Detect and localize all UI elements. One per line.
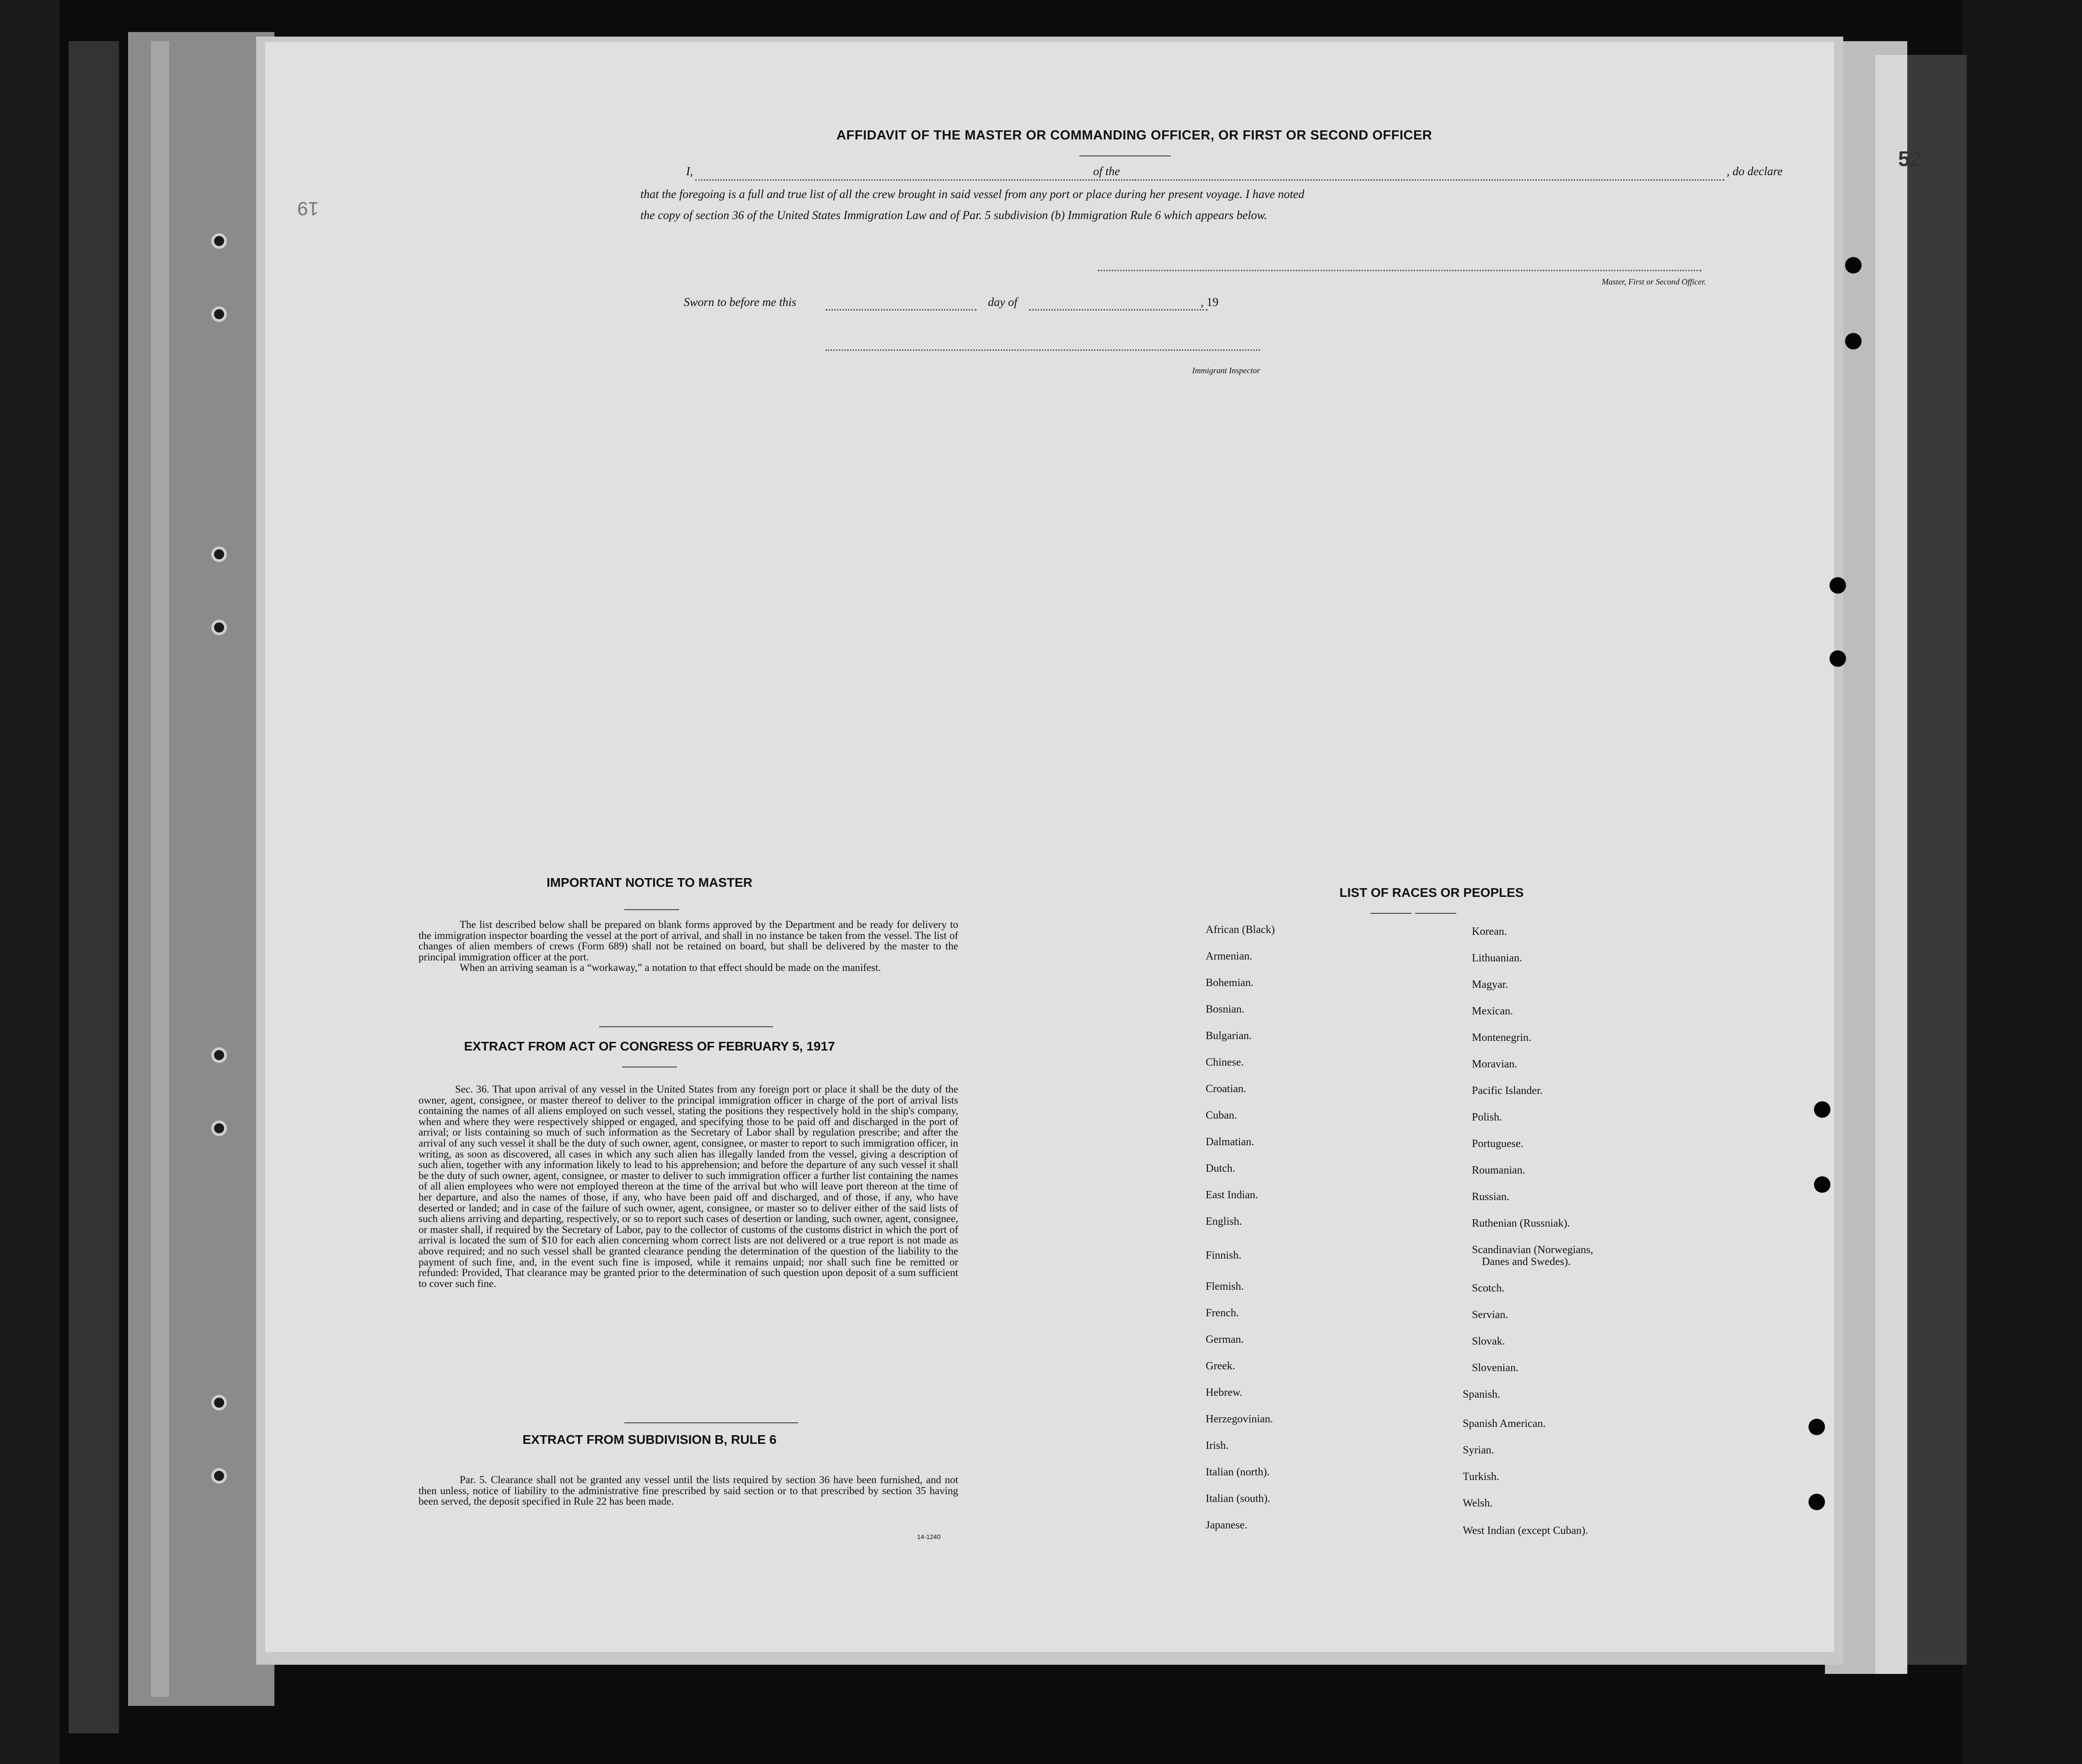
inspector-caption: Immigrant Inspector <box>1192 366 1260 375</box>
race-item: Welsh. <box>1463 1497 1493 1509</box>
affidavit-line-3: the copy of section 36 of the United States Immigration Law and of Par. 5 subdivision (b) Immigration Rule 6 which appears below. <box>640 209 1267 222</box>
affidavit-line-2: that the foregoing is a full and true list of all the crew brought in said vessel from any port or place during her present voyage. I have noted <box>640 188 1304 201</box>
race-item: African (Black) <box>1206 924 1275 936</box>
underlying-page-left <box>128 32 274 1706</box>
race-item: East Indian. <box>1206 1189 1258 1201</box>
sworn-day-field[interactable] <box>826 309 977 311</box>
punch-hole-icon <box>211 1121 227 1136</box>
rule-extract-text: Par. 5. Clearance shall not be granted any vessel until the lists required by section 36 have been furnished, and not then unless, notice of liability to the administrative fine prescribed by said section or to that prescribed by section 35 having been served, the deposit specified in Rule 22 has been made. <box>419 1474 958 1507</box>
margin-page-number: 19 <box>297 198 319 220</box>
binder-hole-icon <box>1845 333 1862 349</box>
race-item: Flemish. <box>1206 1281 1244 1292</box>
race-item: Spanish American. <box>1463 1418 1546 1430</box>
underlying-page-edge <box>151 41 169 1697</box>
race-item: Magyar. <box>1472 979 1508 991</box>
inspector-signature-field[interactable] <box>826 349 1260 351</box>
race-item: Bosnian. <box>1206 1003 1245 1015</box>
binder-right-strip <box>1903 55 1967 1665</box>
race-item: Korean. <box>1472 926 1507 938</box>
race-item: Greek. <box>1206 1360 1235 1372</box>
binder-hole-icon <box>1814 1101 1830 1118</box>
race-item: Japanese. <box>1206 1519 1248 1531</box>
punch-hole-icon <box>211 547 227 562</box>
race-item: Polish. <box>1472 1111 1502 1123</box>
race-item: English. <box>1206 1216 1242 1228</box>
affidavit-title: AFFIDAVIT OF THE MASTER OR COMMANDING OFFICER, OR FIRST OR SECOND OFFICER <box>836 128 1433 143</box>
sworn-prefix: Sworn to before me this <box>684 295 797 309</box>
race-item: Lithuanian. <box>1472 952 1522 964</box>
form-number: 14-1240 <box>917 1533 941 1540</box>
race-item: Croatian. <box>1206 1083 1246 1095</box>
race-item: Chinese. <box>1206 1056 1244 1068</box>
notice-title: IMPORTANT NOTICE TO MASTER <box>546 875 753 890</box>
sworn-day-label: day of <box>988 295 1018 309</box>
race-item: Bulgarian. <box>1206 1030 1252 1042</box>
race-item: Dutch. <box>1206 1163 1235 1174</box>
race-item: Herzegovinian. <box>1206 1413 1273 1425</box>
race-item: Slovenian. <box>1472 1362 1519 1374</box>
race-item: Spanish. <box>1463 1389 1501 1400</box>
corner-page-number: 52 <box>1898 147 1922 171</box>
sworn-month-field[interactable] <box>1029 309 1207 311</box>
race-item: Roumanian. <box>1472 1164 1525 1176</box>
act-extract-title: EXTRACT FROM ACT OF CONGRESS OF FEBRUARY 5, 1917 <box>464 1039 835 1053</box>
race-item: Armenian. <box>1206 950 1252 962</box>
manifest-back-page <box>265 42 1834 1652</box>
underlying-page-right-edge <box>1875 55 1907 1674</box>
race-item: Scotch. <box>1472 1282 1505 1294</box>
sworn-year: , 19 <box>1201 295 1218 309</box>
notice-rule <box>624 909 679 910</box>
affidavit-i: I, <box>686 165 693 178</box>
section-divider <box>624 1422 798 1423</box>
notice-paragraph-2: When an arriving seaman is a “workaway,” a notation to that effect should be made on the manifest. <box>460 962 881 974</box>
race-item: West Indian (except Cuban). <box>1463 1525 1588 1537</box>
race-item: Russian. <box>1472 1191 1510 1203</box>
binder-hole-icon <box>1808 1419 1825 1435</box>
punch-hole-icon <box>211 233 227 249</box>
binder-hole-icon <box>1830 577 1846 594</box>
race-item: Syrian. <box>1463 1444 1494 1456</box>
punch-hole-icon <box>211 1468 227 1484</box>
section-divider <box>599 1026 773 1027</box>
race-item: French. <box>1206 1307 1239 1319</box>
affidavit-declare: , do declare <box>1727 165 1783 178</box>
binder-right-edge <box>1962 0 2082 1764</box>
binder-left-strip <box>69 41 119 1733</box>
notice-paragraph-1: The list described below shall be prepared on blank forms approved by the Department and be ready for delivery to the immigration inspector boarding the vessel at the port of arrival, and shall in no instance be taken from the vessel. The list of changes of alien members of crews (Form 689) shall not be retained on board, but shall be delivered by the master to the principal immigration officer at the port. <box>419 919 958 963</box>
race-item: Dalmatian. <box>1206 1136 1254 1148</box>
race-item: German. <box>1206 1334 1244 1346</box>
races-title: LIST OF RACES OR PEOPLES <box>1339 885 1524 900</box>
act-extract-text: Sec. 36. That upon arrival of any vessel in the United States from any foreign port or place it shall be the duty of the owner, agent, consignee, or master thereof to deliver to the principal immigration officer in charge of the port of arrival lists containing the names of all aliens employed on such vessel, stating the positions they respectively hold in the ship's company, when and where they were respectively shipped or engaged, and specifying those to be paid off and discharged in the port of arrival; or lists containing so much of such information as the Secretary of Labor shall by regulation prescribe; and after the arrival of any such vessel it shall be the duty of such owner, agent, consignee, or master to report to such immigration officer, in writing, as soon as discovered, all cases in which any such alien has illegally landed from the vessel, giving a description of such alien, together with any information likely to lead to his apprehension; and before the departure of any such vessel it shall be the duty of such owner, agent, consignee, or master to deliver to such immigration officer a further list containing the names of all alien employees who were not employed thereon at the time of the arrival but who will leave port thereon at the time of her departure, and also the names of those, if any, who have been paid off and discharged, and of those, if any, who have deserted or landed; and in case of the failure of such owner, agent, consignee, or master so to deliver either of the said lists of such aliens arriving and departing, respectively, or so to report such cases of desertion or landing, such owner, agent, consignee, or master shall, if required by the Secretary of Labor, pay to the collector of customs of the customs district in which the port of arrival is located the sum of $10 for each alien concerning whom correct lists are not delivered or a true report is not made as above required; and no such vessel shall be granted clearance pending the determination of the question of the liability to the payment of such fine, and, in the event such fine is imposed, while it remains unpaid; nor shall such fine be remitted or refunded: Provided, That clearance may be granted prior to the determination of such question upon deposit of a sum sufficient to cover such fine. <box>419 1083 958 1289</box>
race-item: Portuguese. <box>1472 1138 1524 1150</box>
binder-left-edge <box>0 0 59 1764</box>
race-item: Danes and Swedes). <box>1482 1256 1571 1268</box>
rule-extract-title: EXTRACT FROM SUBDIVISION B, RULE 6 <box>522 1432 777 1447</box>
master-signature-field[interactable] <box>1098 270 1701 271</box>
race-item: Scandinavian (Norwegians, <box>1472 1244 1594 1256</box>
race-item: Pacific Islander. <box>1472 1085 1543 1097</box>
race-item: Italian (south). <box>1206 1493 1271 1505</box>
race-item: Moravian. <box>1472 1058 1518 1070</box>
race-item: Ruthenian (Russniak). <box>1472 1217 1570 1229</box>
notice-text <box>419 919 958 973</box>
race-item: Mexican. <box>1472 1005 1513 1017</box>
binder-hole-icon <box>1830 650 1846 667</box>
race-item: Montenegrin. <box>1472 1032 1531 1044</box>
binder-hole-icon <box>1845 257 1862 273</box>
race-item: Irish. <box>1206 1440 1229 1452</box>
master-caption: Master, First or Second Officer. <box>1602 277 1706 286</box>
punch-hole-icon <box>211 1047 227 1063</box>
race-item: Turkish. <box>1463 1471 1499 1483</box>
name-field[interactable] <box>695 179 1166 181</box>
title-rule <box>1079 155 1171 156</box>
race-item: Bohemian. <box>1206 977 1254 989</box>
race-item: Hebrew. <box>1206 1387 1243 1399</box>
race-item: Cuban. <box>1206 1110 1237 1121</box>
punch-hole-icon <box>211 306 227 322</box>
binder-hole-icon <box>1814 1176 1830 1193</box>
punch-hole-icon <box>211 1395 227 1410</box>
races-rule <box>1415 913 1456 914</box>
affidavit-of-the: of the <box>1093 165 1120 178</box>
race-item: Slovak. <box>1472 1335 1505 1347</box>
vessel-field[interactable] <box>1134 179 1724 181</box>
punch-hole-icon <box>211 620 227 635</box>
binder-hole-icon <box>1808 1494 1825 1510</box>
race-item: Servian. <box>1472 1309 1508 1321</box>
race-item: Italian (north). <box>1206 1466 1270 1478</box>
races-rule <box>1370 913 1411 914</box>
race-item: Finnish. <box>1206 1249 1242 1261</box>
